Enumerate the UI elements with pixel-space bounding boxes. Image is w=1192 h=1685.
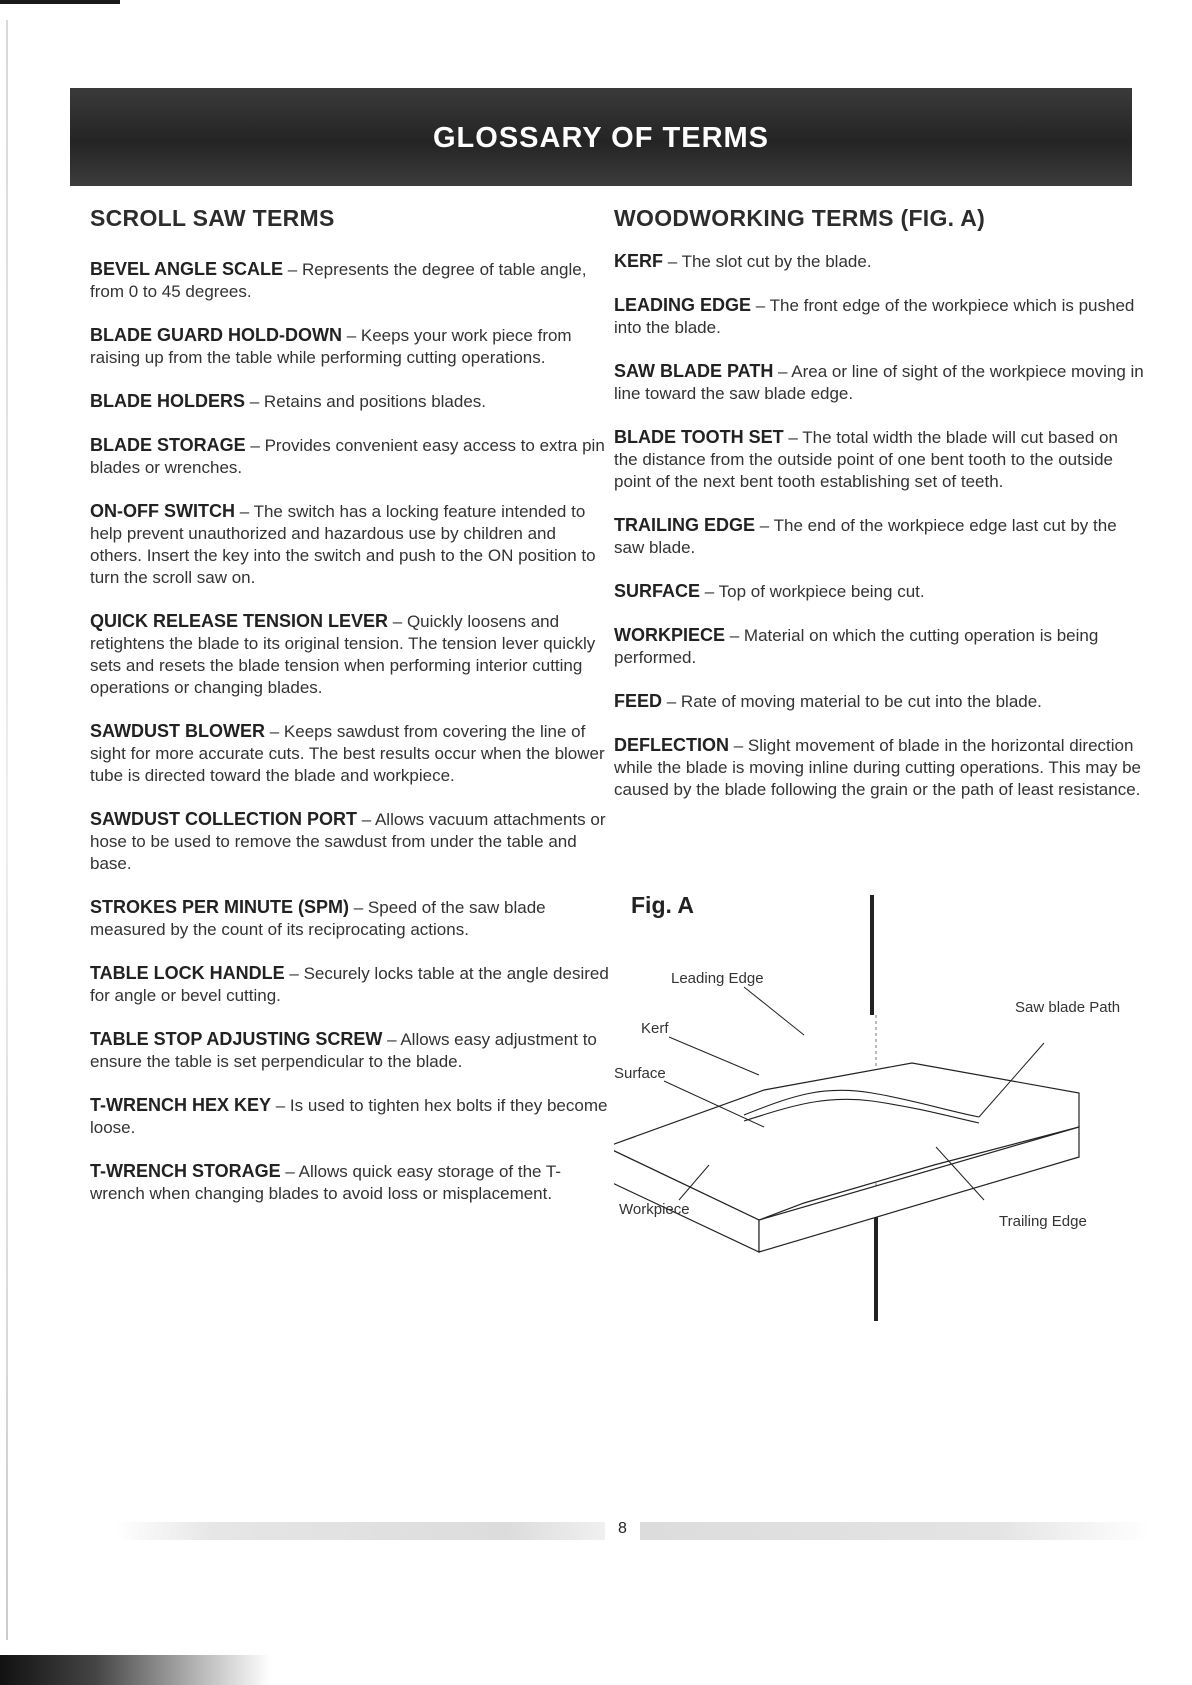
term-name: ON-OFF SWITCH xyxy=(90,501,235,521)
page-title: GLOSSARY OF TERMS xyxy=(432,121,770,154)
term-name: BLADE GUARD HOLD-DOWN xyxy=(90,325,342,345)
glossary-term xyxy=(90,1028,610,1073)
term-description: The total width the blade will cut based on the distance from the outside point of one bent tooth to the outside point of the next bent tooth establishing set of teeth. xyxy=(614,428,1118,491)
term-name: FEED xyxy=(614,691,663,711)
term-description: Allows quick easy storage of the T-wrench when changing blades to avoid loss or misplacement. xyxy=(90,1162,562,1203)
term-separator: – xyxy=(245,392,264,411)
term-name: SAWDUST COLLECTION PORT xyxy=(90,809,357,829)
term-separator: – xyxy=(700,582,719,601)
glossary-term xyxy=(90,610,610,699)
term-name: T-WRENCH STORAGE xyxy=(90,1161,281,1181)
term-description: Securely locks table at the angle desired for angle or bevel cutting. xyxy=(90,964,609,1005)
term-name: TABLE LOCK HANDLE xyxy=(90,963,285,983)
glossary-term xyxy=(614,294,1144,339)
glossary-term xyxy=(90,500,610,589)
term-name: SURFACE xyxy=(614,581,701,601)
glossary-term xyxy=(90,896,610,941)
page-number: 8 xyxy=(618,1520,627,1537)
term-description: Keeps your work piece from raising up from the table while performing cutting operations. xyxy=(90,326,572,367)
glossary-term xyxy=(614,580,1144,603)
glossary-term xyxy=(614,250,1144,273)
scroll-saw-terms-column xyxy=(90,205,610,1226)
term-name: KERF xyxy=(614,251,663,271)
woodworking-term-list xyxy=(614,250,1144,801)
scan-shadow-top xyxy=(0,0,120,24)
term-name: LEADING EDGE xyxy=(614,295,752,315)
term-name: T-WRENCH HEX KEY xyxy=(90,1095,272,1115)
term-name: QUICK RELEASE TENSION LEVER xyxy=(90,611,389,631)
term-separator: – xyxy=(388,612,407,631)
figure-label: Fig. A xyxy=(631,892,695,918)
glossary-term xyxy=(90,1094,610,1139)
term-description: Rate of moving material to be cut into the blade. xyxy=(680,692,1042,711)
label-workpiece: Workpiece xyxy=(619,1201,690,1218)
glossary-term xyxy=(90,808,610,875)
header-band xyxy=(70,88,1132,186)
term-separator: – xyxy=(349,898,368,917)
glossary-term xyxy=(614,690,1144,713)
term-separator: – xyxy=(382,1030,401,1049)
term-separator: – xyxy=(662,692,681,711)
term-description: Top of workpiece being cut. xyxy=(718,582,925,601)
glossary-term xyxy=(90,258,610,303)
leader-leading-edge xyxy=(744,987,804,1035)
figure-a-diagram xyxy=(614,895,1154,1335)
term-description: The end of the workpiece edge last cut by the saw blade. xyxy=(614,516,1117,557)
glossary-term xyxy=(90,434,610,479)
term-description: Keeps sawdust from covering the line of sight for more accurate cuts. The best results occur when the blower tube is directed toward the blade and workpiece. xyxy=(90,722,605,785)
term-description: Allows easy adjustment to ensure the table is set perpendicular to the blade. xyxy=(90,1030,597,1071)
scan-shadow-bottom xyxy=(0,1655,270,1685)
term-description: Slight movement of blade in the horizontal direction while the blade is moving inline during cutting operations. This may be caused by the blade following the grain or the path of least resistance. xyxy=(614,736,1141,799)
workpiece-illustration xyxy=(614,895,1154,1335)
term-separator: – xyxy=(245,436,265,455)
glossary-term xyxy=(90,390,610,413)
term-name: BEVEL ANGLE SCALE xyxy=(90,259,284,279)
term-separator: – xyxy=(271,1096,290,1115)
term-separator: – xyxy=(357,810,375,829)
term-separator: – xyxy=(783,428,803,447)
term-separator: – xyxy=(280,1162,299,1181)
term-name: SAWDUST BLOWER xyxy=(90,721,265,741)
term-separator: – xyxy=(265,722,284,741)
footer-band-left xyxy=(115,1522,605,1540)
glossary-term xyxy=(614,426,1144,493)
term-separator: – xyxy=(729,736,748,755)
term-description: The front edge of the workpiece which is pushed into the blade. xyxy=(614,296,1135,337)
term-name: BLADE HOLDERS xyxy=(90,391,246,411)
label-trailing-edge: Trailing Edge xyxy=(999,1213,1087,1230)
term-separator: – xyxy=(725,626,744,645)
term-name: TRAILING EDGE xyxy=(614,515,756,535)
term-name: BLADE TOOTH SET xyxy=(614,427,784,447)
term-description: Material on which the cutting operation is being performed. xyxy=(614,626,1099,667)
glossary-term xyxy=(90,720,610,787)
term-description: Speed of the saw blade measured by the count of its reciprocating actions. xyxy=(90,898,546,939)
term-separator: – xyxy=(234,502,254,521)
term-separator: – xyxy=(284,964,304,983)
term-name: BLADE STORAGE xyxy=(90,435,246,455)
glossary-term xyxy=(90,324,610,369)
term-name: WORKPIECE xyxy=(614,625,726,645)
glossary-term xyxy=(614,624,1144,669)
label-surface: Surface xyxy=(614,1065,666,1082)
label-leading-edge: Leading Edge xyxy=(671,970,764,987)
term-separator: – xyxy=(755,516,774,535)
section-title-scroll-saw: SCROLL SAW TERMS xyxy=(90,205,335,231)
term-name: DEFLECTION xyxy=(614,735,729,755)
woodworking-terms-column xyxy=(614,205,1144,822)
term-description: Represents the degree of table angle, from 0 to 45 degrees. xyxy=(90,260,587,301)
glossary-term xyxy=(614,734,1144,801)
glossary-term xyxy=(614,514,1144,559)
term-description: Allows vacuum attachments or hose to be used to remove the sawdust from under the table and base. xyxy=(90,810,606,873)
term-description: Retains and positions blades. xyxy=(263,392,487,411)
label-saw-blade-path: Saw blade Path xyxy=(1015,999,1121,1016)
term-separator: – xyxy=(751,296,770,315)
term-description: The switch has a locking feature intended to help prevent unauthorized and hazardous use by children and others. Insert the key into the switch and push to the ON position to turn the scroll saw on. xyxy=(90,502,596,587)
glossary-term xyxy=(614,360,1144,405)
term-description: Quickly loosens and retightens the blade to its original tension. The tension lever quickly sets and resets the blade tension when performing interior cutting operations or changing blades. xyxy=(90,612,596,697)
term-name: SAW BLADE PATH xyxy=(614,361,774,381)
term-description: Area or line of sight of the workpiece moving in line toward the saw blade edge. xyxy=(614,362,1144,403)
term-name: STROKES PER MINUTE (SPM) xyxy=(90,897,350,917)
glossary-term xyxy=(90,962,610,1007)
term-separator: – xyxy=(773,362,792,381)
glossary-term xyxy=(90,1160,610,1205)
scroll-saw-term-list xyxy=(90,258,610,1205)
term-name: TABLE STOP ADJUSTING SCREW xyxy=(90,1029,383,1049)
term-description: Provides convenient easy access to extra pin blades or wrenches. xyxy=(90,436,605,477)
term-separator: – xyxy=(341,326,361,345)
term-separator: – xyxy=(283,260,302,279)
section-title-woodworking: WOODWORKING TERMS (FIG. A) xyxy=(614,205,986,231)
leader-kerf xyxy=(669,1037,759,1075)
scan-shadow-left xyxy=(6,20,8,1640)
label-kerf: Kerf xyxy=(641,1020,669,1037)
footer-band-right xyxy=(640,1522,1150,1540)
term-description: Is used to tighten hex bolts if they become loose. xyxy=(90,1096,608,1137)
term-description: The slot cut by the blade. xyxy=(681,252,872,271)
term-separator: – xyxy=(663,252,682,271)
